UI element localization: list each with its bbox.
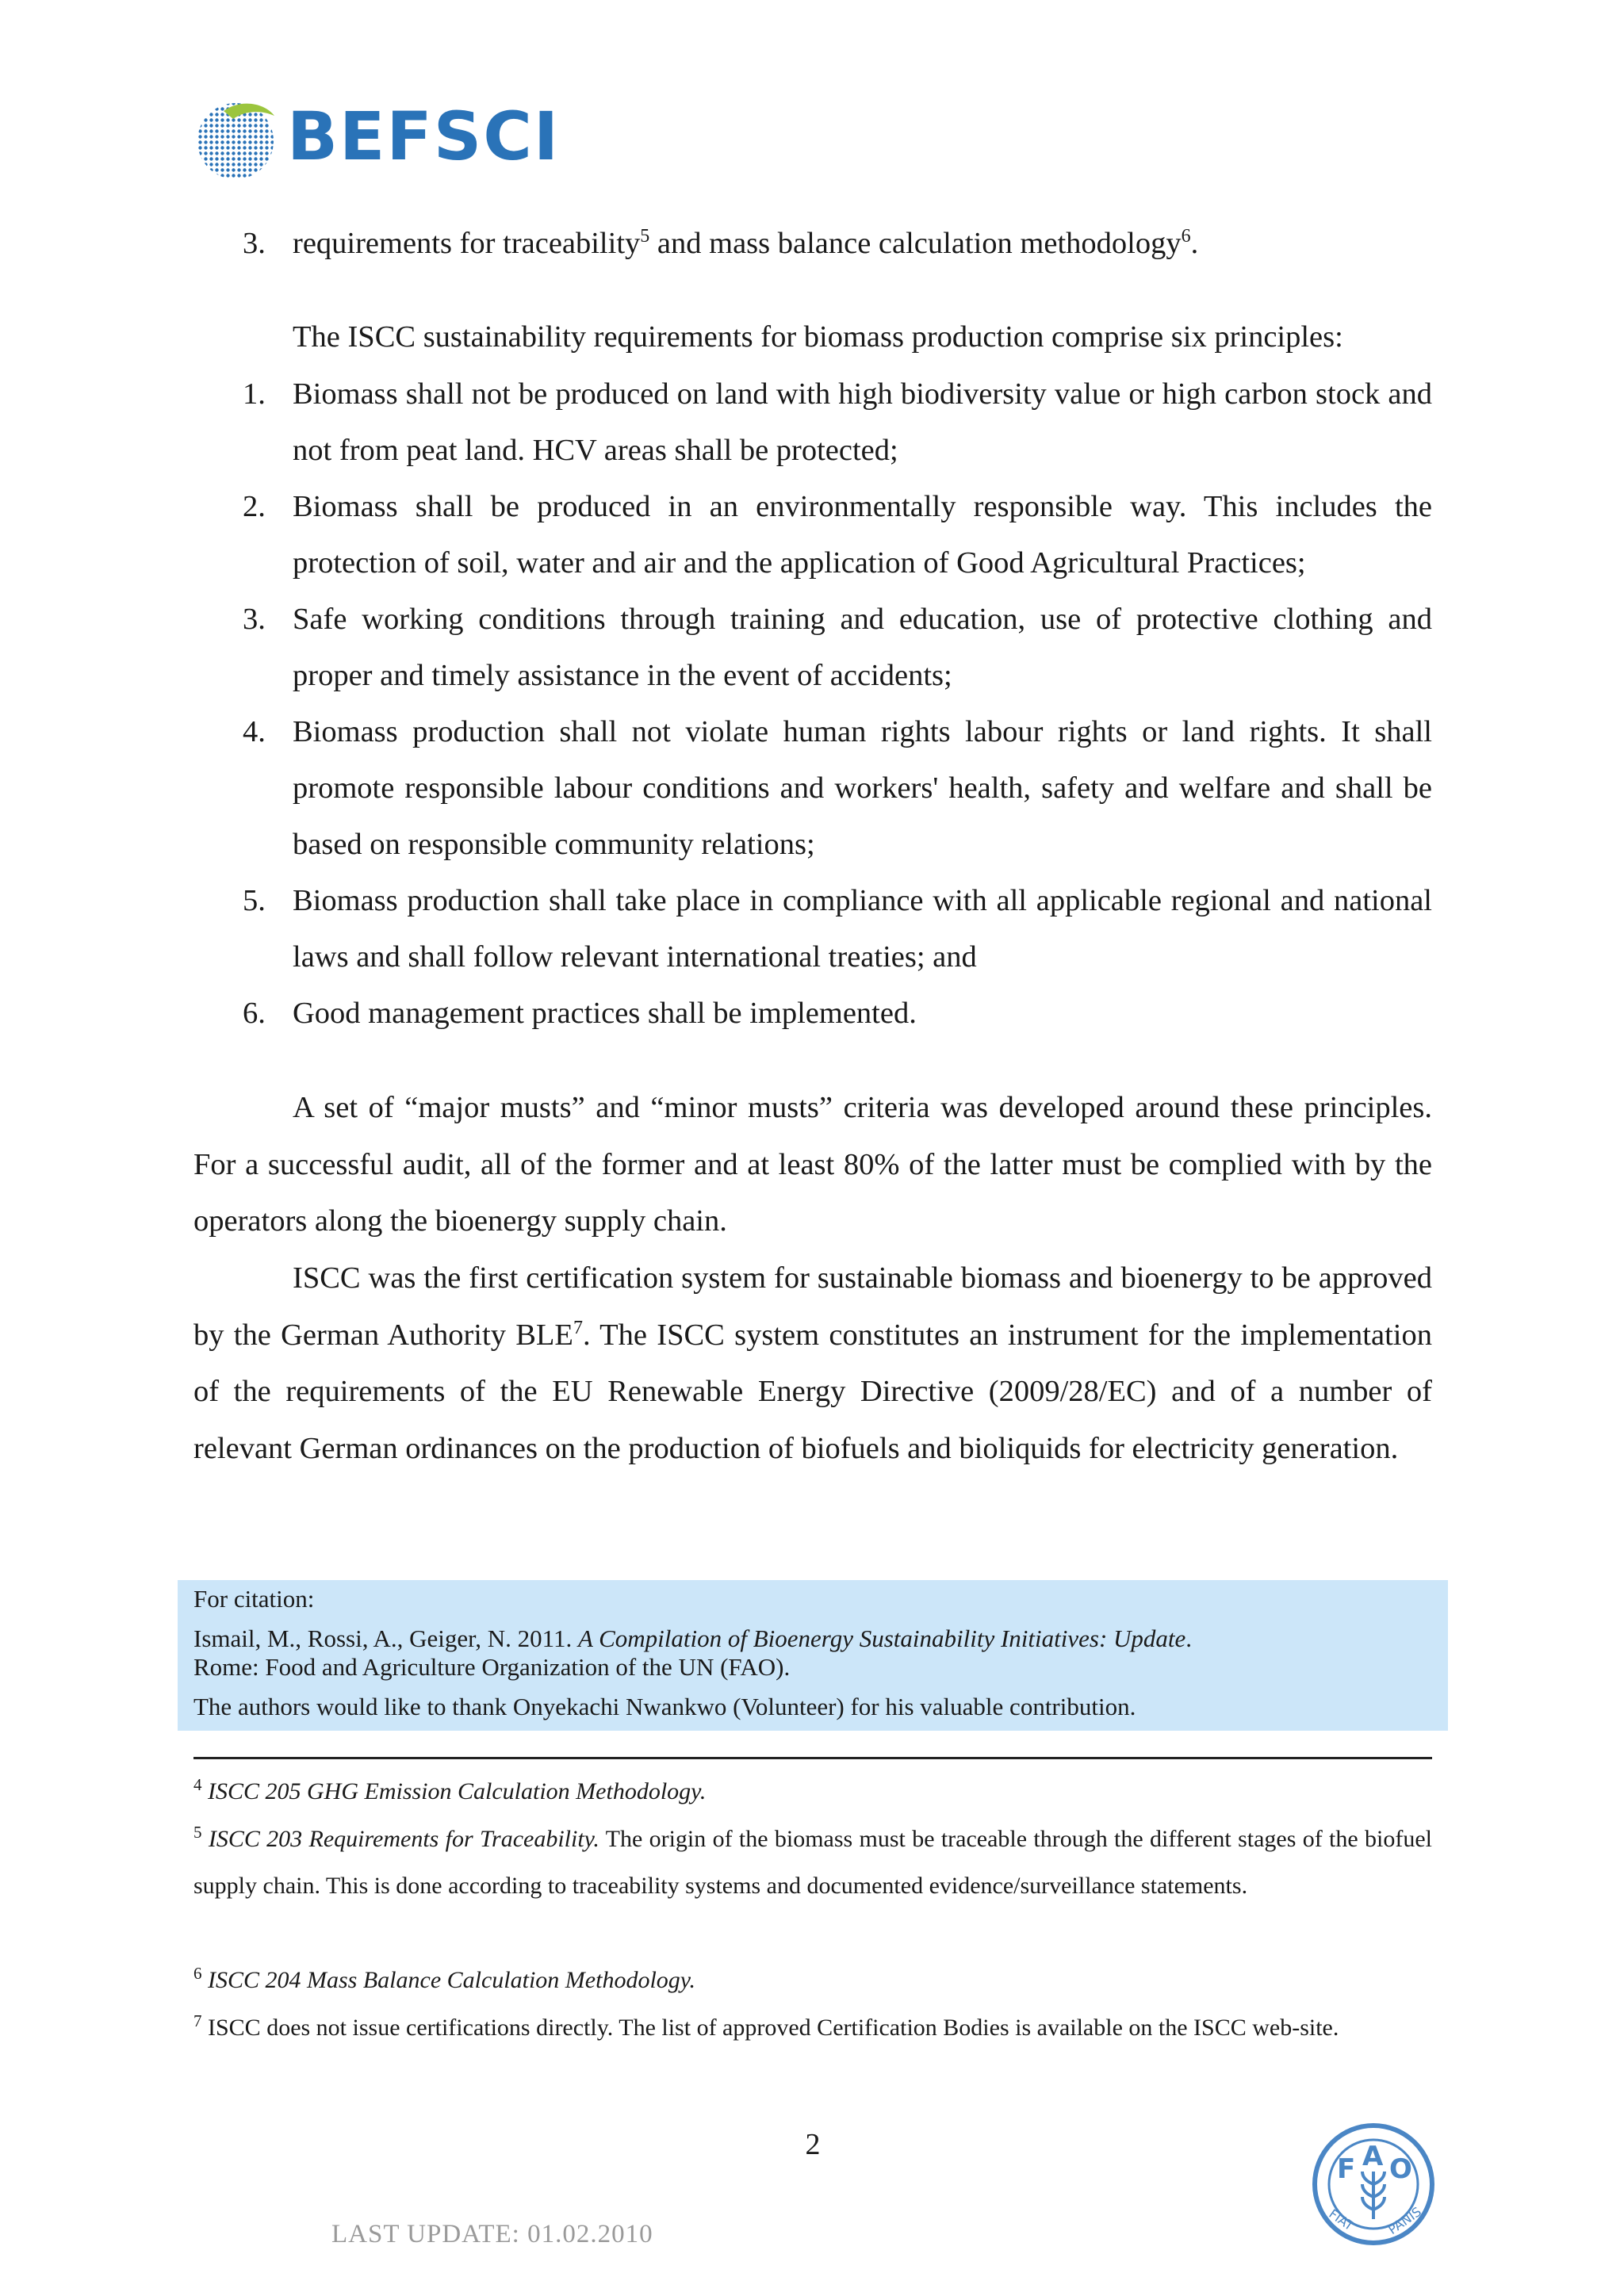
footnote [193, 1957, 1432, 2003]
iscc-paragraph [193, 1250, 1432, 1477]
list-number: 2. [243, 490, 266, 523]
footnote-title: ISCC 205 GHG Emission Calculation Methodology. [208, 1778, 707, 1804]
intro-list [193, 216, 1432, 272]
list-text: Biomass shall not be produced on land with high biodiversity value or high carbon stock and not from peat land. HCV areas shall be protected; [293, 377, 1432, 467]
list-number: 4. [243, 715, 266, 748]
principles-intro [193, 309, 1432, 366]
svg-text:FIAT: FIAT [1326, 2206, 1357, 2234]
musts-paragraph [193, 1080, 1432, 1250]
citation-publisher: Rome: Food and Agriculture Organization of the UN (FAO). [193, 1653, 791, 1681]
principles-list [193, 366, 1432, 1042]
fao-logo [1310, 2121, 1437, 2248]
list-item [193, 479, 1432, 591]
paragraph [193, 1250, 1432, 1477]
list-text: requirements for traceability [293, 227, 641, 260]
footnote-ref: 5 [640, 226, 650, 247]
footnote [193, 2004, 1432, 2051]
globe-icon [192, 95, 279, 182]
footnote-number: 7 [193, 2011, 202, 2030]
citation-thanks: The authors would like to thank Onyekachi Nwankwo (Volunteer) for his valuable contribution. [193, 1693, 1136, 1720]
citation-box [178, 1580, 1448, 1731]
list-number: 3. [243, 603, 266, 636]
list-item [193, 873, 1432, 985]
footnote [193, 1768, 1432, 1815]
list-number: 3. [243, 227, 266, 260]
list-text: Biomass shall be produced in an environmentally responsible way. This includes the protection of soil, water and air and the application of Good Agricultural Practices; [293, 490, 1432, 580]
citation-reference [193, 1624, 1192, 1653]
list-number: 6. [243, 997, 266, 1030]
footnote-title: ISCC 204 Mass Balance Calculation Methodology. [208, 1967, 695, 1993]
paragraph-text: . The ISCC system constitutes an instrument for the implementation of the requirements of the EU Renewable Energy Directive (2009/28/EC) and of a number of relevant German ordinances on the production of biofuels and bioliquids for electricity generation. [193, 1318, 1432, 1465]
svg-text:O: O [1389, 2153, 1412, 2185]
list-item [193, 366, 1432, 479]
footnote-number: 5 [193, 1823, 202, 1842]
footnote-text: The origin of the biomass must be traceable through the different stages of the biofuel supply chain. This is done according to traceability systems and documented evidence/surveillance statements. [193, 1826, 1432, 1899]
citation-punct: . [1185, 1624, 1193, 1652]
befsci-logo [192, 95, 561, 182]
citation-authors: Ismail, M., Rossi, A., Geiger, N. 2011. [193, 1624, 578, 1652]
page-number: 2 [805, 2128, 821, 2161]
footnote-ref: 7 [573, 1317, 583, 1338]
footnote-text: ISCC does not issue certifications directly. The list of approved Certification Bodies is available on the ISCC web-site. [201, 2015, 1339, 2041]
logo-text: BEFSCI [287, 98, 561, 175]
footnote-divider [193, 1757, 1432, 1759]
list-item [193, 985, 1432, 1042]
paragraph: The ISCC sustainability requirements for biomass production comprise six principles: [293, 320, 1343, 354]
footnote-number: 4 [193, 1775, 202, 1794]
paragraph: A set of “major musts” and “minor musts” criteria was developed around these principles. For a successful audit, all of the former and at least 80% of the latter must be complied with by the operators along the bioenergy supply chain. [193, 1091, 1432, 1238]
paragraph-text: ISCC was the first certification system for sustainable biomass and bioenergy to be approved by the German Authority BLE [193, 1261, 1432, 1352]
list-text: Biomass production shall take place in compliance with all applicable regional and national laws and shall follow relevant international treaties; and [293, 884, 1432, 974]
list-item [193, 216, 1432, 272]
list-text: and mass balance calculation methodology [649, 227, 1182, 260]
list-text: . [1190, 227, 1199, 260]
list-item [193, 591, 1432, 704]
footnote-ref: 6 [1181, 226, 1191, 247]
footnote [193, 1816, 1432, 1909]
citation-label: For citation: [193, 1585, 315, 1613]
footnote-number: 6 [193, 1964, 202, 1983]
list-number: 5. [243, 884, 266, 917]
svg-text:PANIS: PANIS [1385, 2203, 1424, 2238]
footnote-title: ISCC 203 Requirements for Traceability. [208, 1826, 599, 1852]
list-text: Safe working conditions through training and education, use of protective clothing and proper and timely assistance in the event of accidents; [293, 603, 1432, 692]
list-number: 1. [243, 377, 266, 411]
fao-emblem-icon [1310, 2121, 1437, 2248]
citation-title: A Compilation of Bioenergy Sustainability Initiatives: Update [577, 1624, 1186, 1652]
list-text: Good management practices shall be implemented. [293, 997, 917, 1030]
svg-text:A: A [1362, 2141, 1384, 2172]
last-update: LAST UPDATE: 01.02.2010 [331, 2220, 653, 2248]
list-item [193, 704, 1432, 873]
list-text: Biomass production shall not violate human rights labour rights or land rights. It shall promote responsible labour conditions and workers' health, safety and welfare and shall be based on responsible community relations; [293, 715, 1432, 861]
svg-text:F: F [1337, 2153, 1356, 2185]
